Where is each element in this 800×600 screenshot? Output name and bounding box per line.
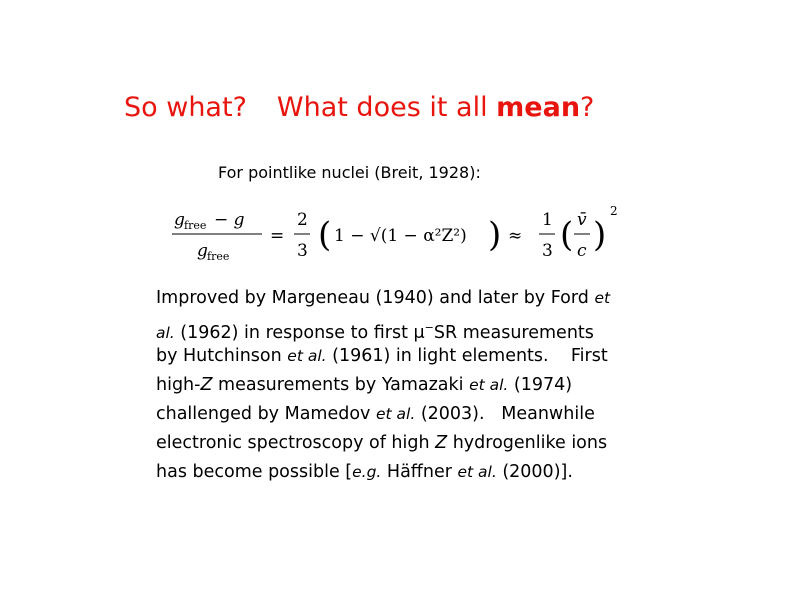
subtitle: For pointlike nuclei (Breit, 1928): xyxy=(218,163,481,182)
slide-title xyxy=(124,92,594,123)
lhs-den-g: g xyxy=(197,241,208,261)
body-text: (1961) in light elements. First xyxy=(326,346,608,366)
frac1-den: 3 xyxy=(297,241,308,261)
body-text: Improved by Margeneau (1940) and later by Ford xyxy=(156,288,595,308)
title-part2-pre: What does it all xyxy=(276,92,497,123)
breit-formula xyxy=(170,198,630,268)
lhs-num-minus: − g xyxy=(214,210,245,230)
body-text: high- xyxy=(156,375,201,395)
body-italic: et al. xyxy=(457,463,497,481)
body-line-4 xyxy=(156,371,676,400)
body-text: by Hutchinson xyxy=(156,346,288,366)
body-italic: al. xyxy=(156,324,175,342)
title-emphasis: mean xyxy=(496,92,581,123)
frac1-num: 2 xyxy=(297,210,308,230)
formula-svg xyxy=(170,198,630,268)
body-variable: Z xyxy=(200,375,213,395)
body-line-1 xyxy=(156,284,676,313)
body-text: measurements by Yamazaki xyxy=(212,375,470,395)
body-text: challenged by Mamedov xyxy=(156,404,376,424)
exponent: 2 xyxy=(610,204,618,218)
lhs-num-sub: free xyxy=(184,219,207,232)
c-var: c xyxy=(577,241,587,261)
paren-content: 1 − √(1 − α²Z²) xyxy=(334,226,467,246)
body-text: electronic spectroscopy of high xyxy=(156,433,436,453)
body-text: (1962) in response to first μ xyxy=(174,323,425,343)
body-text: (1974) xyxy=(508,375,573,395)
body-text: hydrogenlike ions xyxy=(447,433,608,453)
title-part1: So what? xyxy=(124,92,247,123)
left-paren: ( xyxy=(318,215,332,255)
frac2-den: 3 xyxy=(542,241,553,261)
body-line-2 xyxy=(156,313,676,342)
body-text: SR measurements xyxy=(433,323,594,343)
approx-sign: ≈ xyxy=(508,226,523,246)
body-text: has become possible [ xyxy=(156,462,353,482)
body-italic: et xyxy=(594,289,611,307)
body-italic: e.g. xyxy=(352,463,382,481)
title-part2-post: ? xyxy=(580,92,595,123)
body-text: (2000)]. xyxy=(496,462,573,482)
vc-left-paren: ( xyxy=(560,215,574,255)
equals-sign: = xyxy=(270,226,285,246)
body-italic: et al. xyxy=(469,376,509,394)
right-paren: ) xyxy=(488,215,502,255)
body-line-3 xyxy=(156,342,676,371)
body-line-6 xyxy=(156,429,676,458)
muon-minus-superscript: − xyxy=(424,321,434,334)
vbar: v̄ xyxy=(577,210,587,230)
body-text: (2003). Meanwhile xyxy=(415,404,595,424)
body-line-5 xyxy=(156,400,676,429)
body-line-7 xyxy=(156,458,676,487)
vc-right-paren: ) xyxy=(593,215,607,255)
body-italic: et al. xyxy=(375,405,416,423)
lhs-num-g: g xyxy=(174,210,185,230)
lhs-den-sub: free xyxy=(207,250,230,263)
body-paragraph xyxy=(156,284,676,487)
frac2-num: 1 xyxy=(542,210,553,230)
body-variable: Z xyxy=(435,433,448,453)
body-italic: et al. xyxy=(287,347,327,365)
body-text: Häffner xyxy=(381,462,458,482)
